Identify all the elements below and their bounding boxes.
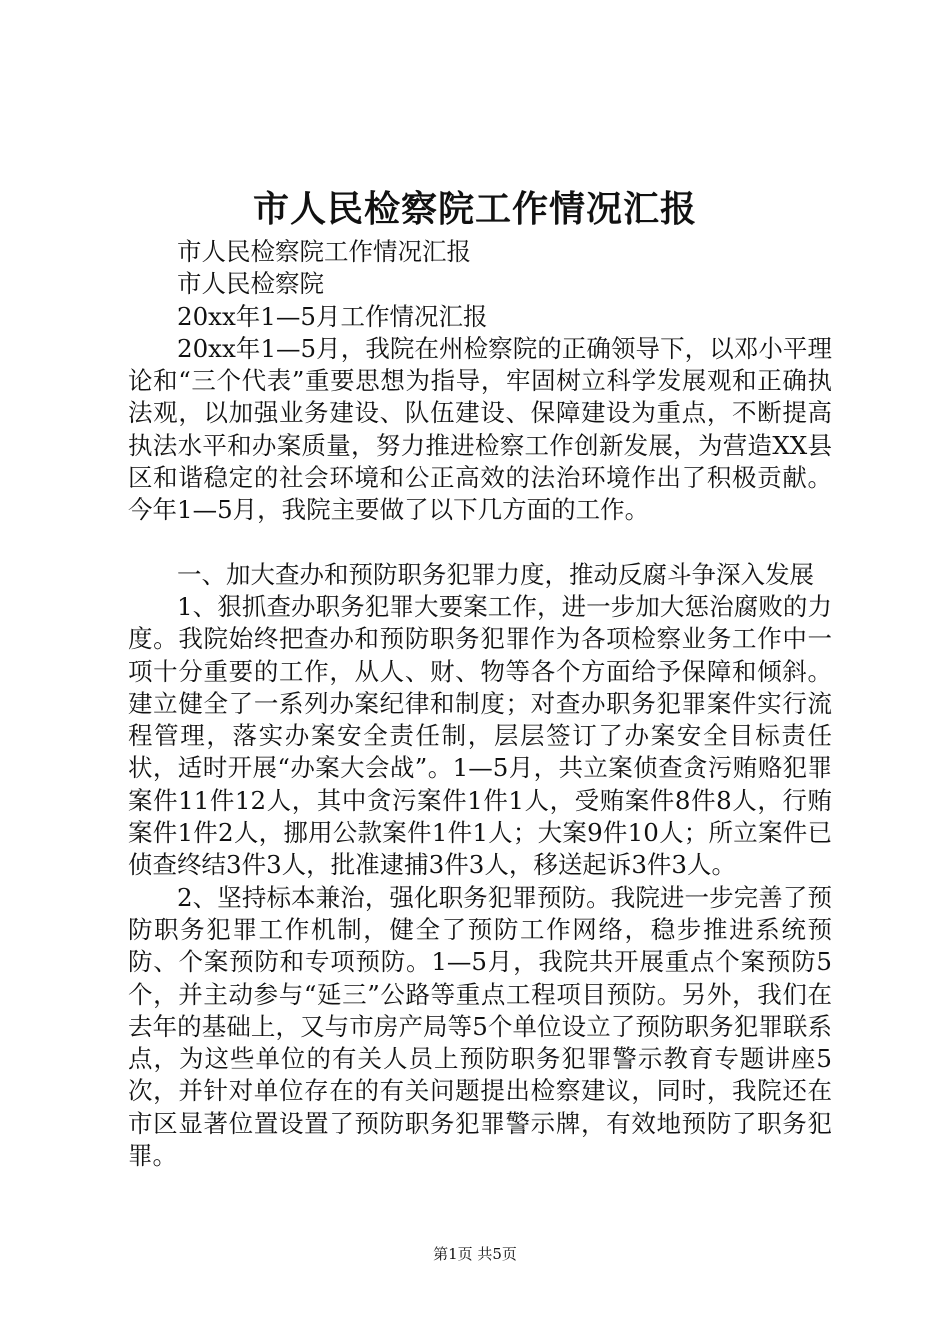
- organization-line: 市人民检察院: [177, 269, 324, 299]
- document-title: 市人民检察院工作情况汇报: [252, 188, 697, 230]
- body-paragraph: 1、狠抓查办职务犯罪大要案工作，进一步加大惩治腐败的力度。我院始终把查办和预防职务犯罪作为各项检察业务工作中一项十分重要的工作，从人、财、物等各个方面给予保障和倾斜。建立健全了一系列办案纪律和制度；对查办职务犯罪案件实行流程管理，落实办案安全责任制，层层签订了办案安全目标责任状，适时开展“办案大会战”。1—5月，共立案侦查贪污贿赂犯罪案件11件12人，其中贪污案件1件1人，受贿案件8件8人，行贿案件1件2人，挪用公款案件1件1人；大案9件10人；所立案件已侦查终结3件3人，批准逮捕3件3人，移送起诉3件3人。: [128, 591, 832, 880]
- page-number: 第1页 共5页: [433, 1245, 517, 1263]
- intro-paragraph: 20xx年1—5月，我院在州检察院的正确领导下，以邓小平理论和“三个代表”重要思想为指导，牢固树立科学发展观和正确执法观，以加强业务建设、队伍建设、保障建设为重点，不断提高执法水平和办案质量，努力推进检察工作创新发展，为营造XX县区和谐稳定的社会环境和公正高效的法治环境作出了积极贡献。今年1—5月，我院主要做了以下几方面的工作。: [128, 333, 832, 525]
- subtitle-line: 市人民检察院工作情况汇报: [177, 237, 471, 266]
- document-body: [128, 236, 832, 1172]
- body-paragraph: 2、坚持标本兼治，强化职务犯罪预防。我院进一步完善了预防职务犯罪工作机制，健全了预防工作网络，稳步推进系统预防、个案预防和专项预防。1—5月，我院共开展重点个案预防5个，并主动参与“延三”公路等重点工程项目预防。另外，我们在去年的基础上，又与市房产局等5个单位设立了预防职务犯罪联系点，为这些单位的有关人员上预防职务犯罪警示教育专题讲座5次，并针对单位存在的有关问题提出检察建议，同时，我院还在市区显著位置设置了预防职务犯罪警示牌，有效地预防了职务犯罪。: [128, 882, 832, 1171]
- report-period-line: 20xx年1—5月工作情况汇报: [177, 301, 488, 331]
- section-heading: 一、加大查办和预防职务犯罪力度，推动反腐斗争深入发展: [177, 559, 814, 589]
